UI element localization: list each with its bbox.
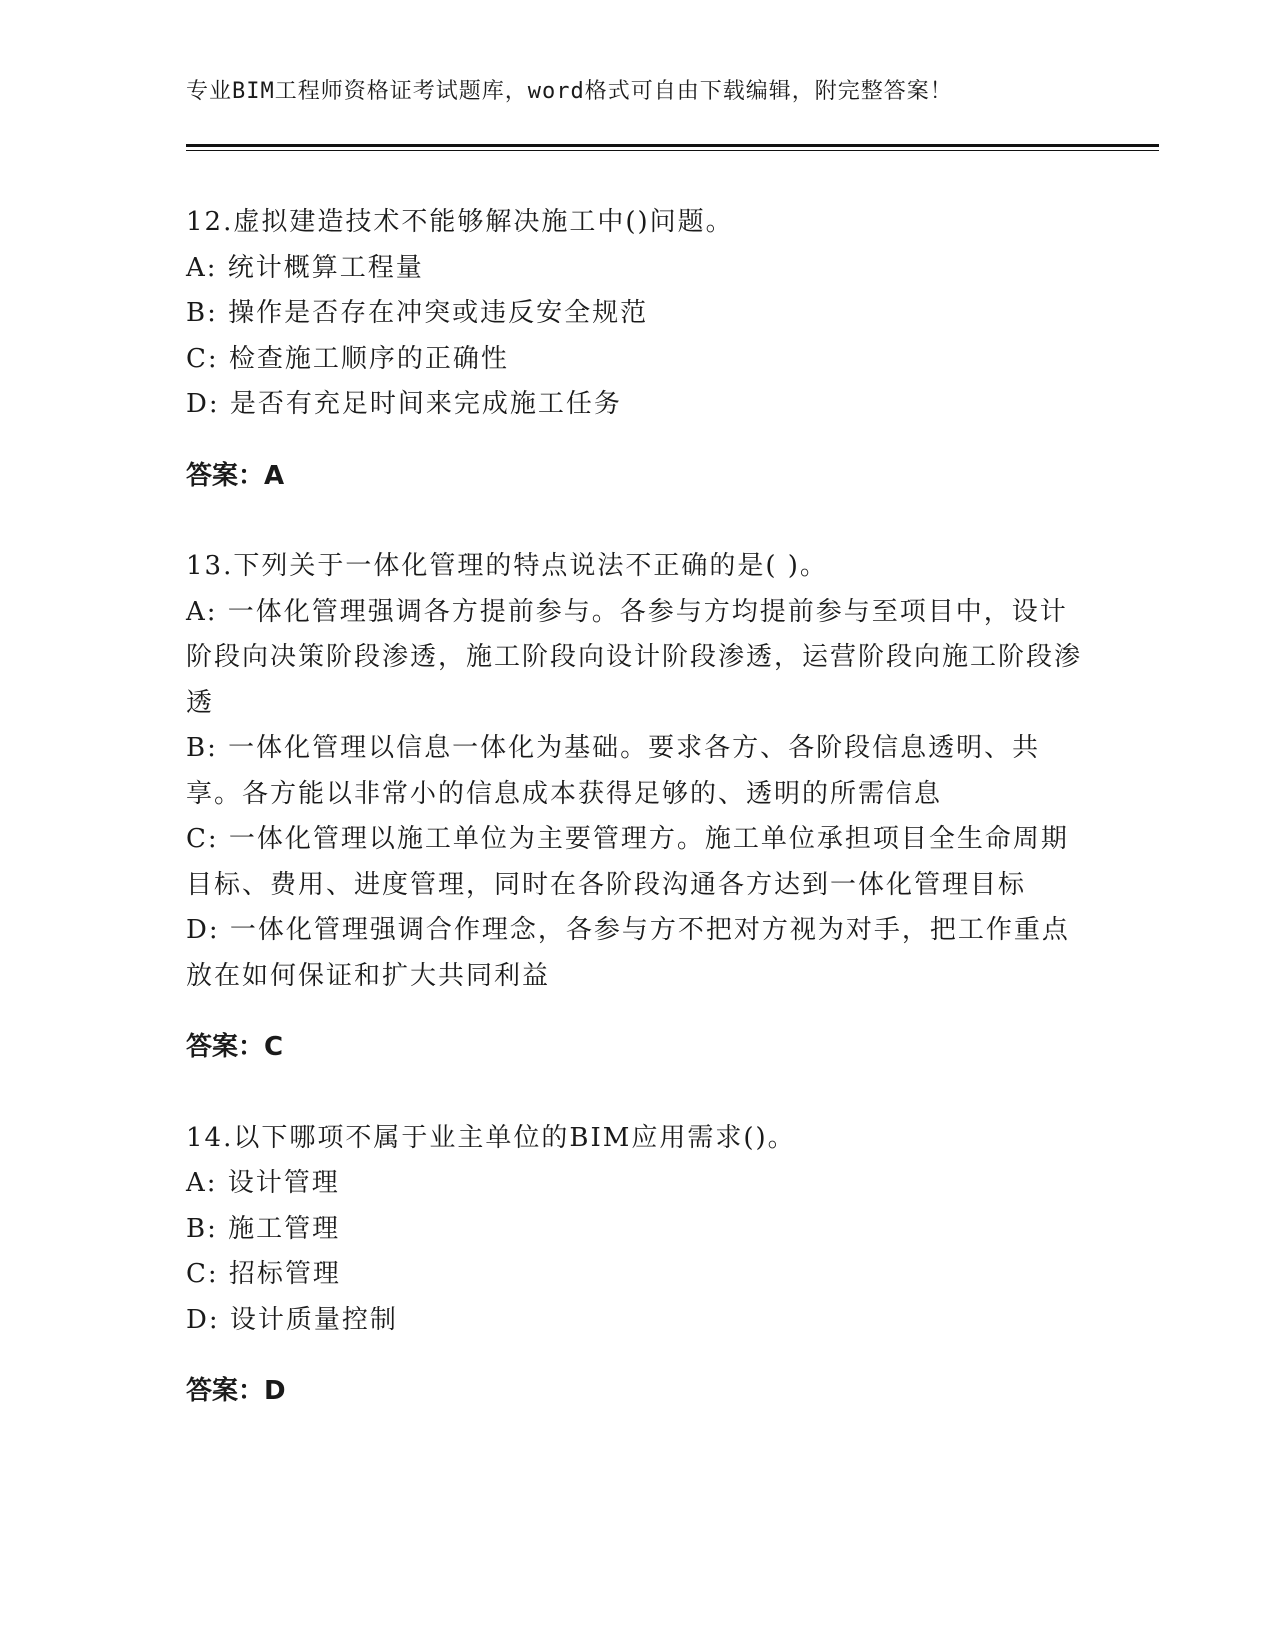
option-c: C: 检查施工顺序的正确性 bbox=[186, 343, 509, 374]
answer-label: 答案：C bbox=[186, 1032, 284, 1062]
question-stem: 14.以下哪项不属于业主单位的BIM应用需求()。 bbox=[186, 1122, 796, 1153]
question-stem: 13.下列关于一体化管理的特点说法不正确的是( )。 bbox=[186, 551, 828, 581]
option-d: D: 一体化管理强调合作理念，各参与方不把对方视为对手，把工作重点放在如何保证和扩大共同利益 bbox=[186, 915, 1070, 991]
question-stem: 12.虚拟建造技术不能够解决施工中()问题。 bbox=[186, 207, 734, 237]
answer-label: 答案：D bbox=[186, 1376, 286, 1406]
option-d: D: 设计质量控制 bbox=[186, 1304, 398, 1335]
question-list bbox=[186, 200, 1086, 1460]
header-rule-thin bbox=[186, 150, 1159, 151]
option-b: B: 一体化管理以信息一体化为基础。要求各方、各阶段信息透明、共享。各方能以非常小的信息成本获得足够的、透明的所需信息 bbox=[186, 733, 1041, 809]
option-c: C: 一体化管理以施工单位为主要管理方。施工单位承担项目全生命周期目标、费用、进度管理，同时在各阶段沟通各方达到一体化管理目标 bbox=[186, 824, 1069, 900]
header-rule-thick bbox=[186, 144, 1159, 147]
option-b: B: 施工管理 bbox=[186, 1213, 341, 1244]
option-a: A: 设计管理 bbox=[186, 1168, 340, 1198]
question-14 bbox=[186, 1116, 1086, 1415]
question-12 bbox=[186, 200, 1086, 499]
option-c: C: 招标管理 bbox=[186, 1259, 341, 1289]
question-13 bbox=[186, 544, 1086, 1071]
option-a: A: 一体化管理强调各方提前参与。各参与方均提前参与至项目中，设计阶段向决策阶段渗透，施工阶段向设计阶段渗透，运营阶段向施工阶段渗透 bbox=[186, 596, 1083, 718]
answer-label: 答案：A bbox=[186, 460, 285, 491]
page-header: 专业BIM工程师资格证考试题库，word格式可自由下载编辑，附完整答案！ bbox=[186, 79, 953, 104]
option-b: B: 操作是否存在冲突或违反安全规范 bbox=[186, 298, 649, 328]
option-d: D: 是否有充足时间来完成施工任务 bbox=[186, 389, 622, 419]
option-a: A: 统计概算工程量 bbox=[186, 252, 424, 283]
